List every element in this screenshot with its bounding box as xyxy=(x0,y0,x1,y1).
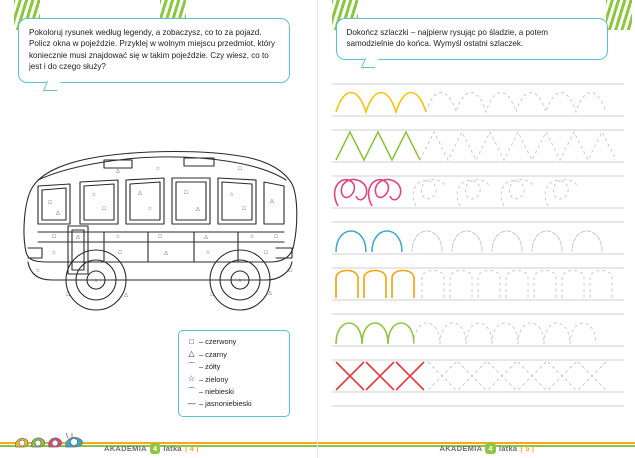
legend-label: – jasnoniebieski xyxy=(199,399,252,409)
tracing-row-zigzag[interactable] xyxy=(332,126,624,167)
svg-text:□: □ xyxy=(66,292,70,298)
legend-item xyxy=(187,373,283,385)
svg-text:□: □ xyxy=(210,292,214,298)
instruction-text-right: Dokończ szlaczki – najpierw rysując po śladzie, a potem samodzielnie do końca. Wymyśl ostatni szlaczek. xyxy=(346,28,549,49)
legend-symbol-icon: ⌒ xyxy=(187,386,196,396)
svg-text:□: □ xyxy=(274,234,278,240)
tracing-row-arch[interactable] xyxy=(332,264,624,305)
brand-name: AKADEMIA xyxy=(104,444,147,453)
tracing-row-loop[interactable] xyxy=(332,172,624,213)
svg-text:△: △ xyxy=(268,290,272,296)
svg-text:☆: ☆ xyxy=(91,192,97,198)
tracing-row-hump[interactable] xyxy=(332,310,624,351)
svg-text:☆: ☆ xyxy=(249,234,255,240)
legend-symbol-icon: ☆ xyxy=(187,374,196,384)
legend-label: – zielony xyxy=(199,374,229,384)
balloon-tail xyxy=(360,58,378,68)
svg-text:☆: ☆ xyxy=(155,166,161,172)
svg-text:△: △ xyxy=(270,198,274,204)
svg-text:△: △ xyxy=(138,190,142,196)
tracing-row-bow[interactable] xyxy=(332,218,624,259)
footer-brand-right xyxy=(440,443,535,454)
brand-suffix: latka xyxy=(163,444,182,453)
color-legend xyxy=(178,330,290,417)
age-badge: 4 xyxy=(485,443,495,454)
svg-text:□: □ xyxy=(118,250,122,256)
svg-text:☆: ☆ xyxy=(205,250,211,256)
svg-text:△: △ xyxy=(204,234,208,240)
legend-item xyxy=(187,336,283,348)
age-badge: 4 xyxy=(150,443,160,454)
legend-item xyxy=(187,361,283,373)
legend-symbol-icon: ⌒ xyxy=(187,361,196,371)
banner-flag-icon xyxy=(606,0,632,30)
brand-name: AKADEMIA xyxy=(439,444,483,453)
legend-label: – niebieski xyxy=(199,387,234,397)
tracing-row-cross[interactable] xyxy=(332,356,624,397)
tracing-exercise-area xyxy=(332,80,624,410)
svg-text:☆: ☆ xyxy=(115,234,121,240)
svg-text:△: △ xyxy=(56,210,60,216)
svg-text:☆: ☆ xyxy=(35,268,41,274)
tracing-row-wave[interactable] xyxy=(332,80,624,121)
page-number-left: | 4 | xyxy=(184,444,199,453)
svg-text:☆: ☆ xyxy=(229,192,235,198)
instruction-text-left: Pokoloruj rysunek według legendy, a zobaczysz, co to za pojazd. Policz okna w pojeździe. Przyklej w wolnym miejscu przedmiot, który koniecznie musi znajdować się w takim pojeździe. Czy wiesz, co to jest i do czego służy? xyxy=(29,28,276,72)
svg-text:□: □ xyxy=(242,206,246,212)
svg-text:△: △ xyxy=(116,168,120,174)
legend-symbol-icon: □ xyxy=(189,337,194,346)
legend-item xyxy=(187,348,283,360)
svg-text:△: △ xyxy=(124,292,128,298)
bus-coloring-drawing xyxy=(8,84,308,324)
right-page xyxy=(318,0,635,458)
svg-text:□: □ xyxy=(158,234,162,240)
legend-label: – czarny xyxy=(199,349,227,359)
legend-label: – czerwony xyxy=(199,337,237,347)
svg-text:△: △ xyxy=(196,206,200,212)
legend-item xyxy=(187,386,283,398)
svg-text:☆: ☆ xyxy=(51,250,57,256)
svg-text:□: □ xyxy=(52,234,56,240)
instruction-balloon-right xyxy=(336,18,608,60)
page-number-right: | 5 | xyxy=(520,444,535,453)
svg-text:□: □ xyxy=(288,268,292,274)
footer-brand-left xyxy=(104,443,199,454)
brand-suffix: latka xyxy=(498,444,518,453)
footer-left xyxy=(0,424,317,458)
legend-symbol-icon: — xyxy=(187,398,196,408)
svg-text:△: △ xyxy=(164,250,168,256)
legend-label: – żółty xyxy=(199,362,221,372)
svg-text:□: □ xyxy=(48,200,52,206)
bus-svg xyxy=(8,84,308,324)
svg-text:☆: ☆ xyxy=(147,206,153,212)
footer-right xyxy=(318,424,635,458)
svg-text:☆: ☆ xyxy=(93,278,99,284)
svg-text:□: □ xyxy=(238,166,242,172)
svg-text:□: □ xyxy=(102,206,106,212)
svg-text:△: △ xyxy=(76,234,80,240)
svg-text:□: □ xyxy=(184,190,188,196)
legend-item xyxy=(187,398,283,410)
svg-text:□: □ xyxy=(264,250,268,256)
svg-text:☆: ☆ xyxy=(237,278,243,284)
instruction-balloon-left xyxy=(18,18,290,83)
snail-mascots-icon xyxy=(12,429,86,456)
legend-symbol-icon: △ xyxy=(188,349,195,359)
